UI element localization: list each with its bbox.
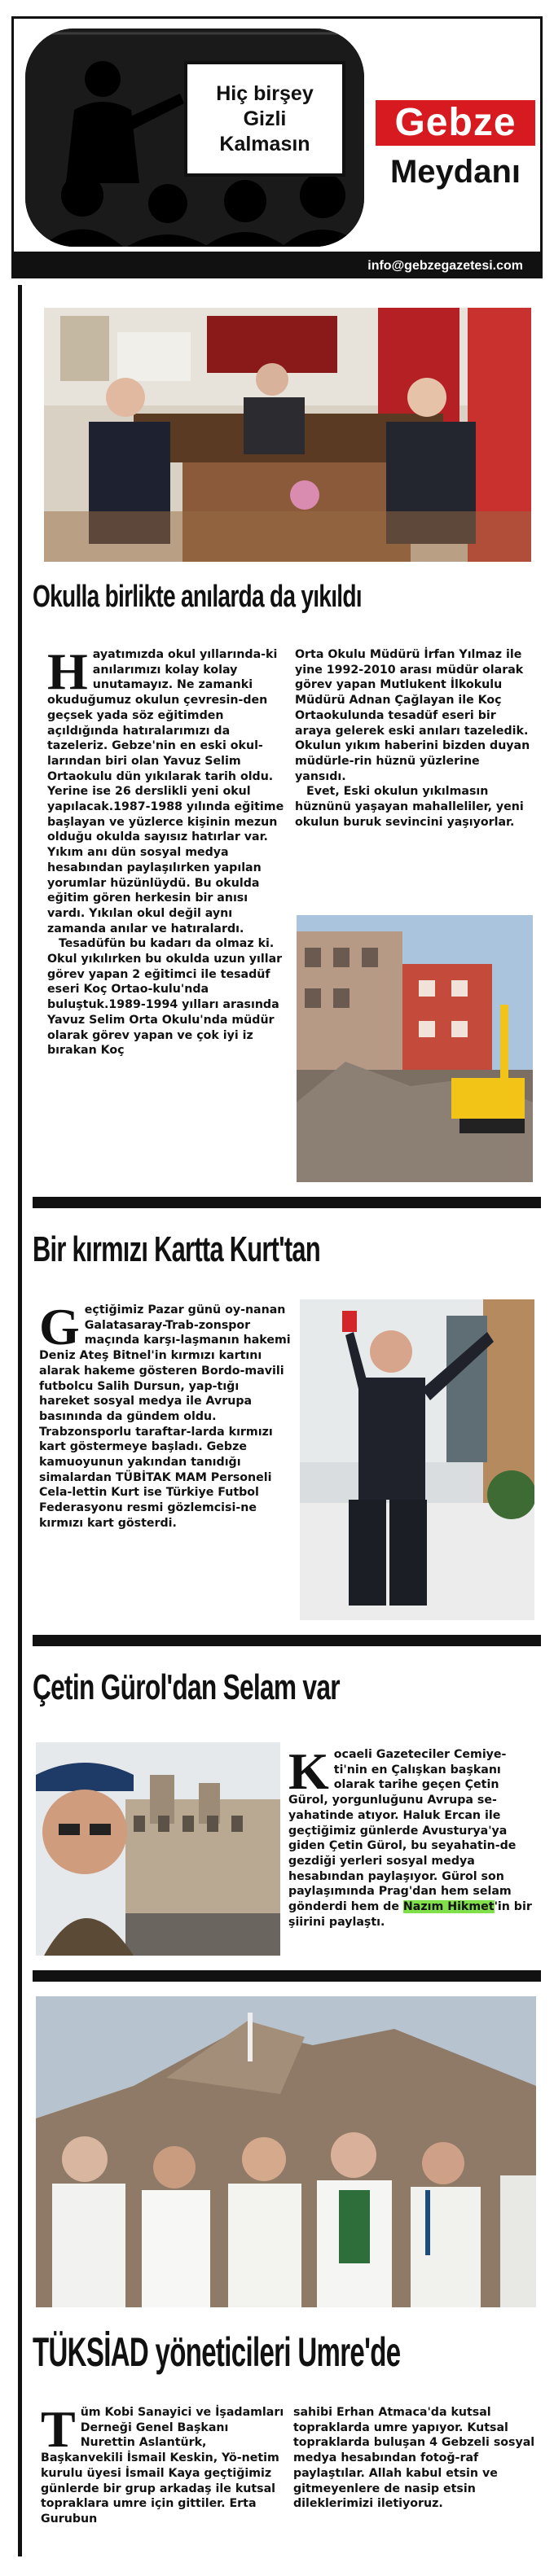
- logo-gebze: Gebze: [376, 100, 535, 146]
- slogan-board: [184, 61, 345, 177]
- article-1-text: ayatımızda okul yıllarında-ki anılarımızı kolay kolay unutamayız. Ne zamanki okuduğumuz okulun çevresin-den geçsek yada söz eğitimden açıldığında hatıralarımızı da tazeleriz. Gebze'nin en eski okul-larından biri olan Yavuz Selim Ortaokulu dün yıkılarak tarih oldu. Yerine ise 26 derslikli yeni okul yapılacak.1987-1988 yılında eğitime başlayan ve yüzlerce kişinin mezun olduğu okulda sayısız hatırlar var. Yıkım anı dün sosyal medya hesabından paylaşılırken yapılan yorumlar hüzünlüydü. Bu okulda eğitim gören herkesin bir anısı vardı. Yıkılan okul değil aynı zamanda anılar ve hatıralardı.: [47, 648, 284, 935]
- lecture-silhouette-illustration: [25, 28, 364, 247]
- article-3-paragraph: [288, 1742, 533, 1930]
- article-4-paragraph: [41, 2400, 285, 2527]
- headline-tuksiad-umre: TÜKSİAD yöneticileri Umre'de: [33, 2329, 401, 2375]
- dropcap-t: T: [41, 2400, 76, 2458]
- article-1-paragraph: [47, 642, 287, 936]
- article-4-text: üm Kobi Sanayici ve İşadamları Derneği Genel Başkanı Nurettin Aslantürk, Başkanvekili İsmail Keskin, Yö-netim kurulu üyesi İsmail Kaya geçtiğimiz günlerde bir grup arkadaş ile kutsal topraklara umre için gittiler. Erta Gurubun: [41, 2406, 284, 2526]
- slogan-line: Kalmasın: [219, 132, 310, 156]
- school-demolition-photo: [297, 915, 533, 1182]
- dropcap-k: K: [288, 1742, 329, 1800]
- page-left-rule: [18, 285, 22, 2556]
- red-card-man-photo: [300, 1299, 534, 1620]
- article-3-body: [288, 1742, 533, 1930]
- section-divider: [33, 1635, 541, 1646]
- dropcap-h: H: [47, 642, 88, 700]
- email-bar: [11, 254, 543, 278]
- slogan-line: Hiç birşey: [216, 81, 314, 105]
- headline-kirmizi-kart: Bir kırmızı Kartta Kurt'tan: [33, 1229, 320, 1269]
- article-2-text: eçtiğimiz Pazar günü oy-nanan Galatasaray-Trab-zonspor maçında karşı-laşmanın hakemi Deniz Ateş Bitnel'in kırmızı kartını alarak hakeme gösteren Bordo-mavili futbolcu Salih Dursun, yap-tığı hareket sosyal medya ile Avrupa basınında da gündem oldu. Trabzonsporlu taraftar-larda kırmızı kart göstermeye başladı. Gebze kamuoyunun yakından tanıdığı simalardan TÜBİTAK MAM Personeli Cela-lettin Kurt ise Türkiye Futbol Federasyonu resmi gözlemcisi-ne kırmızı kart gösterdi.: [39, 1303, 291, 1530]
- article-4-column-2: [293, 2405, 538, 2512]
- dropcap-g: G: [39, 1298, 80, 1356]
- article-2-paragraph: [39, 1298, 292, 1531]
- article-3-text: 'in bir şiirini paylaştı.: [288, 1900, 532, 1929]
- prague-selfie-photo: [36, 1742, 280, 1956]
- office-meeting-photo: [44, 308, 531, 562]
- headline-okul-yikildi: Okulla birlikte anılarda da yıkıldı: [33, 580, 362, 614]
- article-1-paragraph: Orta Okulu Müdürü İrfan Yılmaz ile yine 1992-2010 arası müdür olarak görev yapan Mutlukent İlkokulu Müdürü Adnan Çağlayan ile Koç Ortaokulunda tesadüf eseri bir araya gelerek eski anıları tazeledik. Okulun yıkım haberini bizden duyan müdürle-rin hüznü yüzlerine yansıdı.: [295, 648, 530, 783]
- section-divider: [33, 1197, 541, 1208]
- section-divider: [33, 1970, 541, 1982]
- nazim-hikmet-highlight: Nazım Hikmet: [402, 1900, 495, 1914]
- slogan-line: Gizli: [243, 107, 287, 130]
- masthead: [11, 16, 543, 254]
- umre-group-photo: [36, 1996, 536, 2307]
- article-3-text: ocaeli Gazeteciler Cemiye-ti'nin en Çalışkan başkanı olarak tarihe geçen Çetin Gürol, yorgunluğunu Avrupa se-yahatinde atıyor. Haluk Ercan ile geçtiğimiz günlerde Avusturya'ya giden Çetin Gürol, bu seyahatin-de gezdiği yerleri sosyal medya hesabından paylaşıyor. Gürol son paylaşımında Prag'dan hem selam gönderdi hem de: [288, 1748, 517, 1914]
- headline-cetin-gurol: Çetin Gürol'dan Selam var: [33, 1667, 340, 1707]
- contact-email[interactable]: info@gebzegazetesi.com: [367, 259, 523, 273]
- article-1-paragraph: Evet, Eski okulun yıkılmasın hüznünü yaşayan mahalleliler, yeni okulun buruk sevincini yaşıyorlar.: [295, 785, 524, 829]
- article-1-column-2: [295, 647, 533, 830]
- article-1-paragraph: Tesadüfün bu kadarı da olmaz ki. Okul yıkılırken bu okulda uzun yıllar görev yapan 2 eğitimci ile tesadüf eseri Koç Ortao-kulu'nda buluştuk.1989-1994 yılları arasında Yavuz Selim Orta Okulu'nda müdür olarak görev yapan ve çok iyi iz bırakan Koç: [47, 937, 283, 1058]
- article-2-body: [39, 1298, 292, 1531]
- logo-meydani: Meydanı: [389, 154, 521, 190]
- article-4-column-1: [41, 2400, 285, 2527]
- article-4-paragraph: sahibi Erhan Atmaca'da kutsal topraklarda umre yapıyor. Kutsal topraklarda buluşan 4 Gebzeli sosyal medya hesabından fotoğ-raf paylaştılar. Allah kabul etsin ve gitmeyenlere de nasip etsin dileklerimizi iletiyoruz.: [293, 2406, 535, 2511]
- article-1-column-1: [47, 642, 287, 1058]
